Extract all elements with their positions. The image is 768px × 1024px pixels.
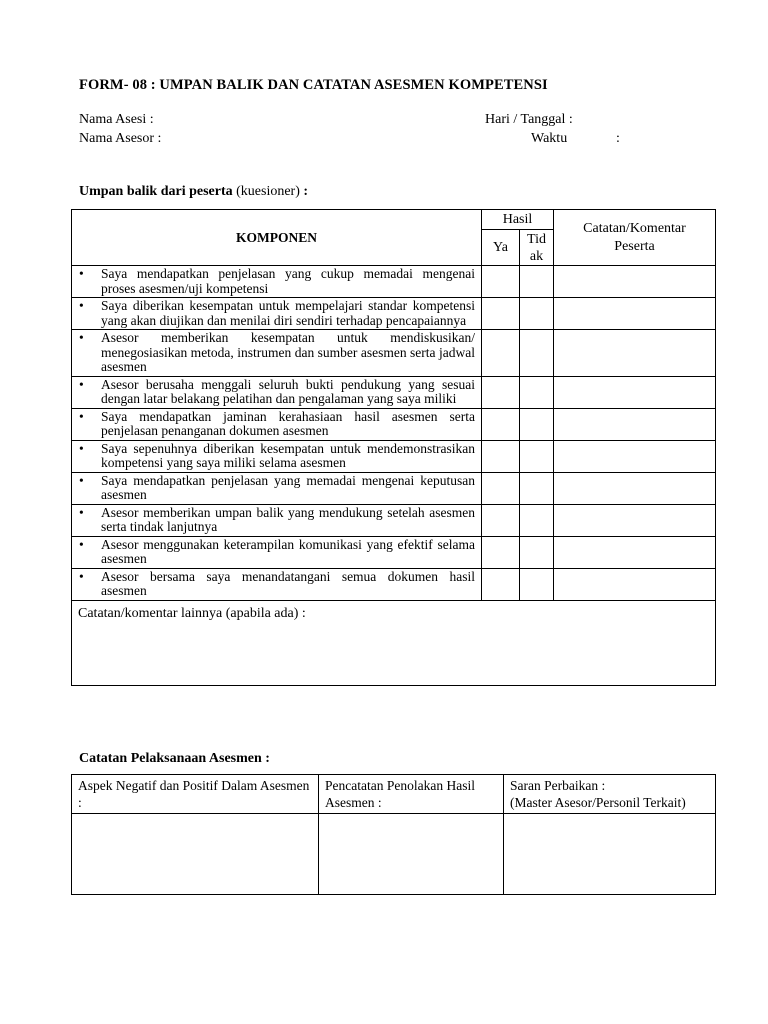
- ya-cell[interactable]: [482, 472, 520, 504]
- bullet-icon: •: [79, 330, 84, 345]
- feedback-item-text: Saya mendapatkan penjelasan yang memadai mengenai keputusan asesmen: [101, 472, 475, 502]
- feedback-heading-bold: Umpan balik dari peserta: [79, 184, 233, 199]
- aspek-entry-cell[interactable]: [72, 814, 319, 895]
- tidak-cell[interactable]: [520, 330, 554, 377]
- feedback-item: [72, 408, 482, 440]
- catatan-cell[interactable]: [554, 408, 716, 440]
- feedback-row: [72, 440, 716, 472]
- catatan-header: [554, 210, 716, 266]
- feedback-row: [72, 376, 716, 408]
- feedback-item-text: Asesor menggunakan keterampilan komunikasi yang efektif selama asesmen: [101, 536, 475, 566]
- hari-tanggal-label: Hari / Tanggal :: [485, 112, 573, 127]
- ya-cell[interactable]: [482, 298, 520, 330]
- bullet-icon: •: [79, 440, 84, 456]
- tidak-cell[interactable]: [520, 472, 554, 504]
- feedback-item-text: Saya mendapatkan jaminan kerahasiaan hasil asesmen serta penjelasan penanganan dokumen asesmen: [101, 408, 475, 438]
- form-title: FORM- 08 : UMPAN BALIK DAN CATATAN ASESMEN KOMPETENSI: [79, 77, 548, 93]
- saran-header: [504, 775, 716, 814]
- feedback-item: [72, 330, 482, 377]
- tidak-cell[interactable]: [520, 536, 554, 568]
- feedback-table: [71, 209, 716, 686]
- penolakan-header: Pencatatan Penolakan Hasil Asesmen :: [319, 775, 504, 814]
- catatan-cell[interactable]: [554, 472, 716, 504]
- tidak-cell[interactable]: [520, 266, 554, 298]
- feedback-item-text: Asesor bersama saya menandatangani semua dokumen hasil asesmen: [101, 568, 475, 598]
- pelaksanaan-table: [71, 774, 716, 895]
- tidak-cell[interactable]: [520, 504, 554, 536]
- feedback-item: [72, 472, 482, 504]
- feedback-item: [72, 376, 482, 408]
- feedback-item-text: Asesor berusaha menggali seluruh bukti pendukung yang sesuai dengan latar belakang pelatihan dan pengalaman yang saya miliki: [101, 376, 475, 406]
- catatan-cell[interactable]: [554, 266, 716, 298]
- catatan-header-text: Catatan/Komentar Peserta: [583, 220, 686, 254]
- ya-cell[interactable]: [482, 504, 520, 536]
- hasil-header: Hasil: [482, 210, 554, 230]
- lainnya-label: Catatan/komentar lainnya (apabila ada) :: [78, 605, 306, 621]
- bullet-icon: •: [79, 408, 84, 424]
- feedback-item: [72, 536, 482, 568]
- tidak-cell[interactable]: [520, 440, 554, 472]
- saran-entry-cell[interactable]: [504, 814, 716, 895]
- bullet-icon: •: [79, 504, 84, 520]
- feedback-row: [72, 408, 716, 440]
- waktu-colon: :: [616, 131, 620, 146]
- bullet-icon: •: [79, 472, 84, 488]
- catatan-cell[interactable]: [554, 536, 716, 568]
- bullet-icon: •: [79, 376, 84, 392]
- nama-asesi-label: Nama Asesi :: [79, 112, 154, 127]
- bullet-icon: •: [79, 568, 84, 584]
- feedback-row: [72, 266, 716, 298]
- feedback-item: [72, 266, 482, 298]
- feedback-item: [72, 504, 482, 536]
- feedback-item-text: Saya sepenuhnya diberikan kesempatan untuk mendemonstrasikan kompetensi yang saya miliki selama asesmen: [101, 440, 475, 470]
- catatan-cell[interactable]: [554, 440, 716, 472]
- ya-cell[interactable]: [482, 568, 520, 600]
- pelaksanaan-heading: Catatan Pelaksanaan Asesmen :: [79, 751, 270, 766]
- lainnya-cell[interactable]: [72, 600, 716, 685]
- tidak-cell[interactable]: [520, 408, 554, 440]
- bullet-icon: •: [79, 536, 84, 552]
- feedback-item: [72, 298, 482, 330]
- penolakan-entry-cell[interactable]: [319, 814, 504, 895]
- aspek-header: Aspek Negatif dan Positif Dalam Asesmen :: [72, 775, 319, 814]
- feedback-heading-colon: :: [299, 184, 309, 199]
- feedback-item-text: Saya mendapatkan penjelasan yang cukup memadai mengenai proses asesmen/uji kompetensi: [101, 266, 475, 296]
- komponen-header: KOMPONEN: [72, 210, 482, 266]
- ya-cell[interactable]: [482, 440, 520, 472]
- nama-asesor-label: Nama Asesor :: [79, 131, 162, 146]
- catatan-cell[interactable]: [554, 568, 716, 600]
- feedback-row: [72, 330, 716, 377]
- feedback-item-text: Saya diberikan kesempatan untuk mempelajari standar kompetensi yang akan diujikan dan menilai diri sendiri terhadap pencapaiannya: [101, 298, 475, 328]
- catatan-cell[interactable]: [554, 298, 716, 330]
- feedback-row: [72, 568, 716, 600]
- feedback-item-text: Asesor memberikan umpan balik yang mendukung setelah asesmen serta tindak lanjutnya: [101, 504, 475, 534]
- bullet-icon: •: [79, 298, 84, 313]
- feedback-item-text: Asesor memberikan kesempatan untuk mendiskusikan/ menegosiasikan metoda, instrumen dan sumber asesmen serta jadwal asesmen: [101, 330, 475, 374]
- tidak-header-text: Tid ak: [527, 231, 546, 264]
- feedback-row: [72, 472, 716, 504]
- ya-cell[interactable]: [482, 408, 520, 440]
- ya-header: Ya: [482, 230, 520, 266]
- feedback-heading: [79, 184, 308, 200]
- feedback-item: [72, 568, 482, 600]
- feedback-row: [72, 536, 716, 568]
- catatan-cell[interactable]: [554, 504, 716, 536]
- ya-cell[interactable]: [482, 266, 520, 298]
- feedback-row: [72, 504, 716, 536]
- tidak-header: [520, 230, 554, 266]
- catatan-cell[interactable]: [554, 376, 716, 408]
- tidak-cell[interactable]: [520, 568, 554, 600]
- waktu-label: Waktu: [531, 131, 568, 146]
- saran-header-line2: (Master Asesor/Personil Terkait): [510, 795, 686, 810]
- catatan-cell[interactable]: [554, 330, 716, 377]
- saran-header-line1: Saran Perbaikan :: [510, 778, 606, 793]
- tidak-cell[interactable]: [520, 298, 554, 330]
- tidak-cell[interactable]: [520, 376, 554, 408]
- feedback-item: [72, 440, 482, 472]
- ya-cell[interactable]: [482, 330, 520, 377]
- feedback-heading-normal: (kuesioner): [232, 184, 300, 199]
- ya-cell[interactable]: [482, 536, 520, 568]
- bullet-icon: •: [79, 266, 84, 281]
- feedback-row: [72, 298, 716, 330]
- ya-cell[interactable]: [482, 376, 520, 408]
